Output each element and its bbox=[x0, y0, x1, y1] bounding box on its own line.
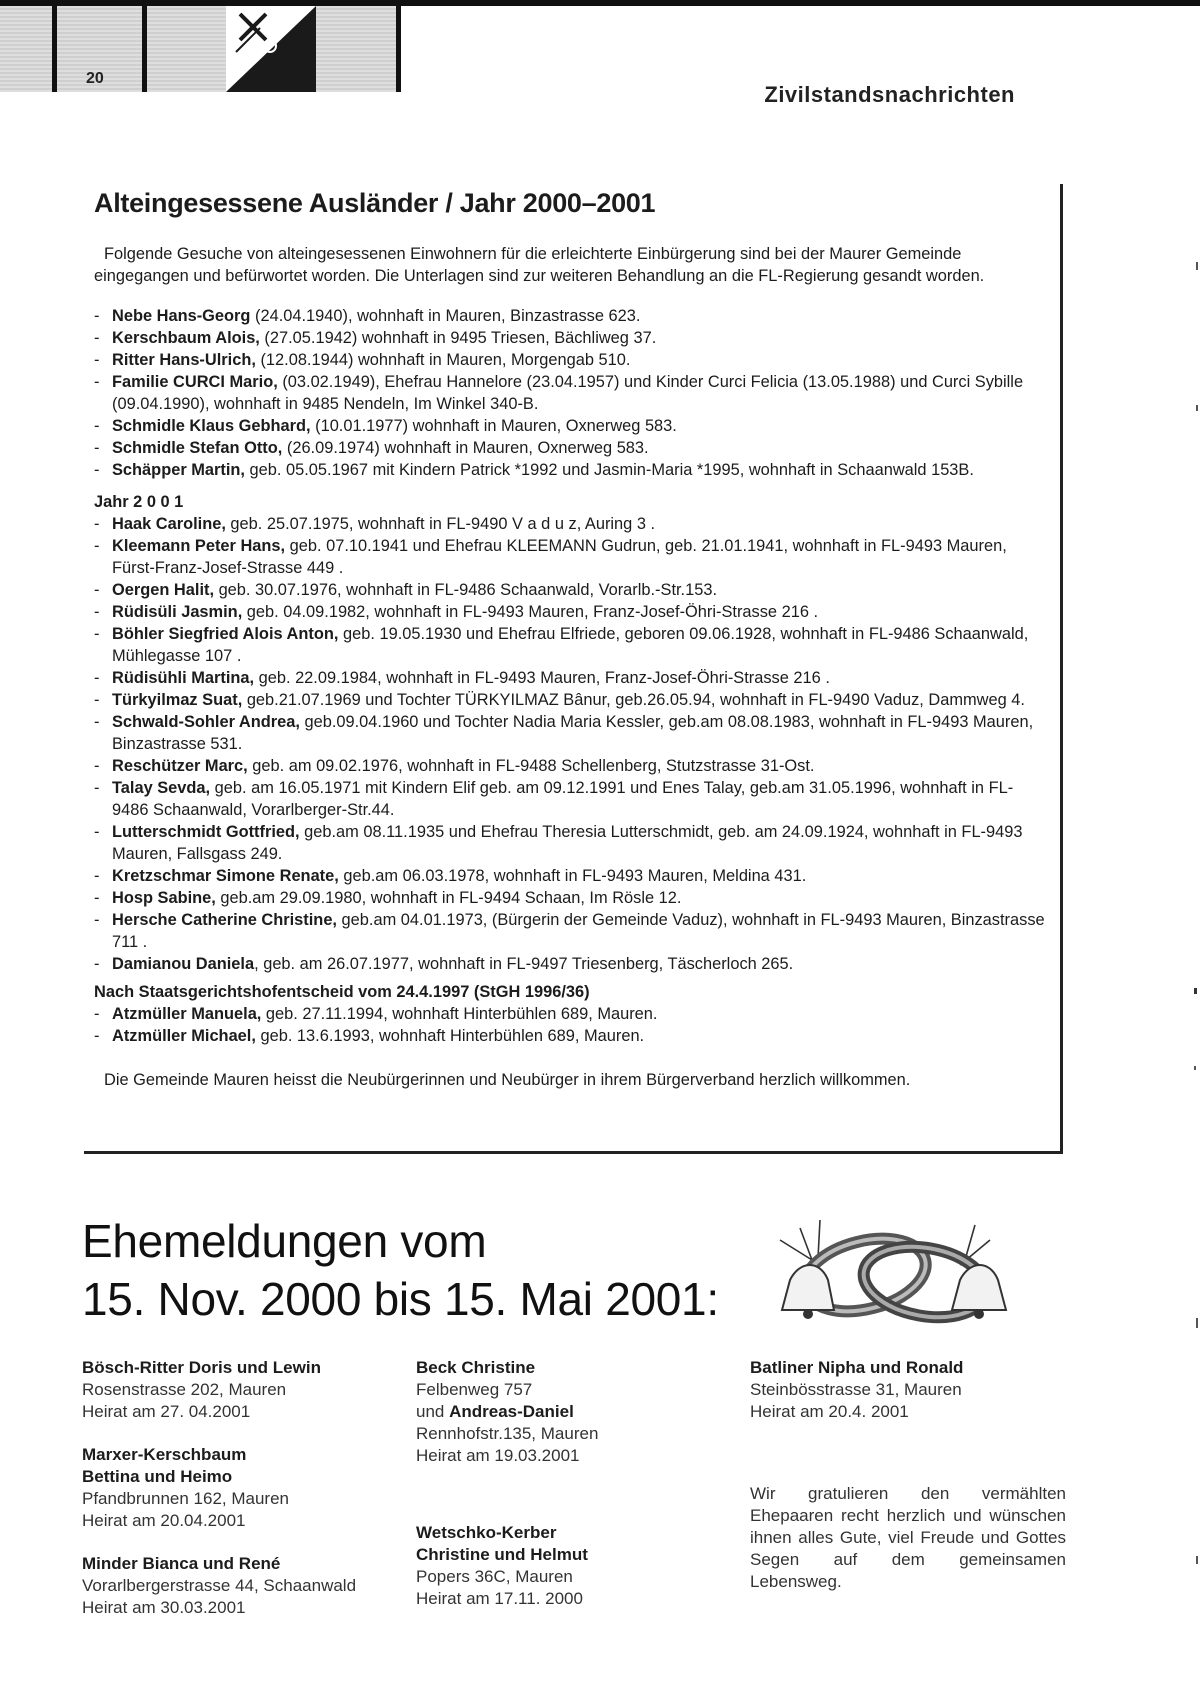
stgh-heading: Nach Staatsgerichtshofentscheid vom 24.4.1997 (StGH 1996/36) bbox=[94, 983, 590, 1001]
header-divider bbox=[52, 0, 57, 92]
list-item: - Türkyilmaz Suat, geb.21.07.1969 und Tochter TÜRKYILMAZ Bânur, geb.26.05.94, wohnhaft in FL-9490 Vaduz, Dammweg 4. bbox=[94, 689, 1049, 711]
naturalization-article bbox=[94, 188, 1049, 1091]
marriage-entry: Bösch-Ritter Doris und Lewin Rosenstrasse 202, Mauren Heirat am 27. 04.2001 bbox=[82, 1358, 321, 1421]
list-item: - Haak Caroline, geb. 25.07.1975, wohnhaft in FL-9490 V a d u z, Auring 3 . bbox=[94, 513, 1049, 535]
list-item: - Böhler Siegfried Alois Anton, geb. 19.05.1930 und Ehefrau Elfriede, geboren 09.06.1928, wohnhaft in FL-9486 Schaanwald, Mühlegasse 107 . bbox=[94, 623, 1049, 667]
header-divider bbox=[142, 0, 147, 92]
welcome-text: Die Gemeinde Mauren heisst die Neubürgerinnen und Neubürger in ihrem Bürgerverband herzlich willkommen. bbox=[104, 1071, 911, 1089]
list-item: - Schäpper Martin, geb. 05.05.1967 mit Kindern Patrick *1992 und Jasmin-Maria *1995, wohnhaft in Schaanwald 153B. bbox=[94, 459, 1049, 481]
wedding-rings-bells-icon bbox=[760, 1210, 1030, 1340]
article-intro: Folgende Gesuche von alteingesessenen Einwohnern für die erleichterte Einbürgerung sind bei der Maurer Gemeinde eingegangen und befürwortet worden. Die Unterlagen sind zur weiteren Behandlung an die FL-Regierung gesandt worden. bbox=[94, 245, 985, 285]
list-item: - Reschützer Marc, geb. am 09.02.1976, wohnhaft in FL-9488 Schellenberg, Stutzstrasse 31-Ost. bbox=[94, 755, 1049, 777]
list-item: - Nebe Hans-Georg (24.04.1940), wohnhaft in Mauren, Binzastrasse 623. bbox=[94, 305, 1049, 327]
list-item: - Schwald-Sohler Andrea, geb.09.04.1960 und Tochter Nadia Maria Kessler, geb.am 08.08.1983, wohnhaft in FL-9493 Mauren, Binzastrasse 531. bbox=[94, 711, 1049, 755]
marriage-entry: Batliner Nipha und Ronald Steinbösstrasse 31, Mauren Heirat am 20.4. 2001 bbox=[750, 1358, 964, 1421]
list-item: - Kerschbaum Alois, (27.05.1942) wohnhaft in 9495 Triesen, Bächliweg 37. bbox=[94, 327, 1049, 349]
registry-emblem-icon bbox=[226, 6, 316, 92]
year-2001-heading: Jahr 2 0 0 1 bbox=[94, 493, 184, 511]
header-rule bbox=[0, 0, 1200, 6]
list-item: - Lutterschmidt Gottfried, geb.am 08.11.1935 und Ehefrau Theresia Lutterschmidt, geb. am 24.09.1924, wohnhaft in FL-9493 Mauren, Fallsgass 249. bbox=[94, 821, 1049, 865]
list-item: - Rüdisüli Jasmin, geb. 04.09.1982, wohnhaft in FL-9493 Mauren, Franz-Josef-Öhri-Strasse 216 . bbox=[94, 601, 1049, 623]
scan-edge-marks bbox=[1190, 0, 1200, 1706]
marriage-entry: Minder Bianca und René Vorarlbergerstrasse 44, Schaanwald Heirat am 30.03.2001 bbox=[82, 1554, 357, 1617]
marriages-column-2 bbox=[416, 1357, 726, 1631]
marriages-column-3 bbox=[750, 1357, 1066, 1593]
header-divider bbox=[396, 0, 401, 92]
section-title: Zivilstandsnachrichten bbox=[764, 82, 1015, 107]
list-item: - Kretzschmar Simone Renate, geb.am 06.03.1978, wohnhaft in FL-9493 Mauren, Meldina 431. bbox=[94, 865, 1049, 887]
marriages-title: Ehemeldungen vom 15. Nov. 2000 bis 15. Mai 2001: bbox=[82, 1215, 719, 1325]
marriage-entry: Marxer-Kerschbaum Bettina und Heimo Pfandbrunnen 162, Mauren Heirat am 20.04.2001 bbox=[82, 1445, 289, 1530]
list-item: - Ritter Hans-Ulrich, (12.08.1944) wohnhaft in Mauren, Morgengab 510. bbox=[94, 349, 1049, 371]
page-number: 20 bbox=[86, 70, 104, 87]
box-border-right bbox=[1060, 184, 1063, 1154]
list-item: - Hersche Catherine Christine, geb.am 04.01.1973, (Bürgerin der Gemeinde Vaduz), wohnhaft in FL-9493 Mauren, Binzastrasse 711 . bbox=[94, 909, 1049, 953]
list-item: - Talay Sevda, geb. am 16.05.1971 mit Kindern Elif geb. am 09.12.1991 und Enes Talay, geb.am 31.05.1996, wohnhaft in FL-9486 Schaanwald, Vorarlberger-Str.44. bbox=[94, 777, 1049, 821]
box-border-bottom bbox=[84, 1151, 1063, 1154]
list-item: - Oergen Halit, geb. 30.07.1976, wohnhaft in FL-9486 Schaanwald, Vorarlb.-Str.153. bbox=[94, 579, 1049, 601]
marriages-column-1 bbox=[82, 1357, 392, 1640]
list-item: - Familie CURCI Mario, (03.02.1949), Ehefrau Hannelore (23.04.1957) und Kinder Curci Felicia (13.05.1988) und Curci Sybille (09.04.1990), wohnhaft in 9485 Nendeln, Im Winkel 340-B. bbox=[94, 371, 1049, 415]
list-item: - Atzmüller Michael, geb. 13.6.1993, wohnhaft Hinterbühlen 689, Mauren. bbox=[94, 1025, 1049, 1047]
list-2000 bbox=[94, 305, 1049, 481]
header-band bbox=[0, 0, 400, 92]
list-item: - Atzmüller Manuela, geb. 27.11.1994, wohnhaft Hinterbühlen 689, Mauren. bbox=[94, 1003, 1049, 1025]
marriage-entry: Wetschko-Kerber Christine und Helmut Popers 36C, Mauren Heirat am 17.11. 2000 bbox=[416, 1523, 588, 1608]
marriage-entry: Beck Christine Felbenweg 757 und Andreas-Daniel Rennhofstr.135, Mauren Heirat am 19.03.2001 bbox=[416, 1358, 599, 1465]
list-item: - Damianou Daniela, geb. am 26.07.1977, wohnhaft in FL-9497 Triesenberg, Täscherloch 265. bbox=[94, 953, 1049, 975]
list-2001 bbox=[94, 513, 1049, 975]
list-item: - Schmidle Stefan Otto, (26.09.1974) wohnhaft in Mauren, Oxnerweg 583. bbox=[94, 437, 1049, 459]
list-item: - Schmidle Klaus Gebhard, (10.01.1977) wohnhaft in Mauren, Oxnerweg 583. bbox=[94, 415, 1049, 437]
list-item: - Hosp Sabine, geb.am 29.09.1980, wohnhaft in FL-9494 Schaan, Im Rösle 12. bbox=[94, 887, 1049, 909]
list-item: - Rüdisühli Martina, geb. 22.09.1984, wohnhaft in FL-9493 Mauren, Franz-Josef-Öhri-Strasse 216 . bbox=[94, 667, 1049, 689]
list-item: - Kleemann Peter Hans, geb. 07.10.1941 und Ehefrau KLEEMANN Gudrun, geb. 21.01.1941, wohnhaft in FL-9493 Mauren, Fürst-Franz-Josef-Strasse 449 . bbox=[94, 535, 1049, 579]
article-title: Alteingesessene Ausländer / Jahr 2000–2001 bbox=[94, 188, 656, 218]
list-stgh bbox=[94, 1003, 1049, 1047]
congratulations-text: Wir gratulieren den vermählten Ehepaaren recht herzlich und wünschen ihnen alles Gute, viel Freude und Gottes Segen auf dem gemeinsamen Lebensweg. bbox=[750, 1484, 1066, 1591]
